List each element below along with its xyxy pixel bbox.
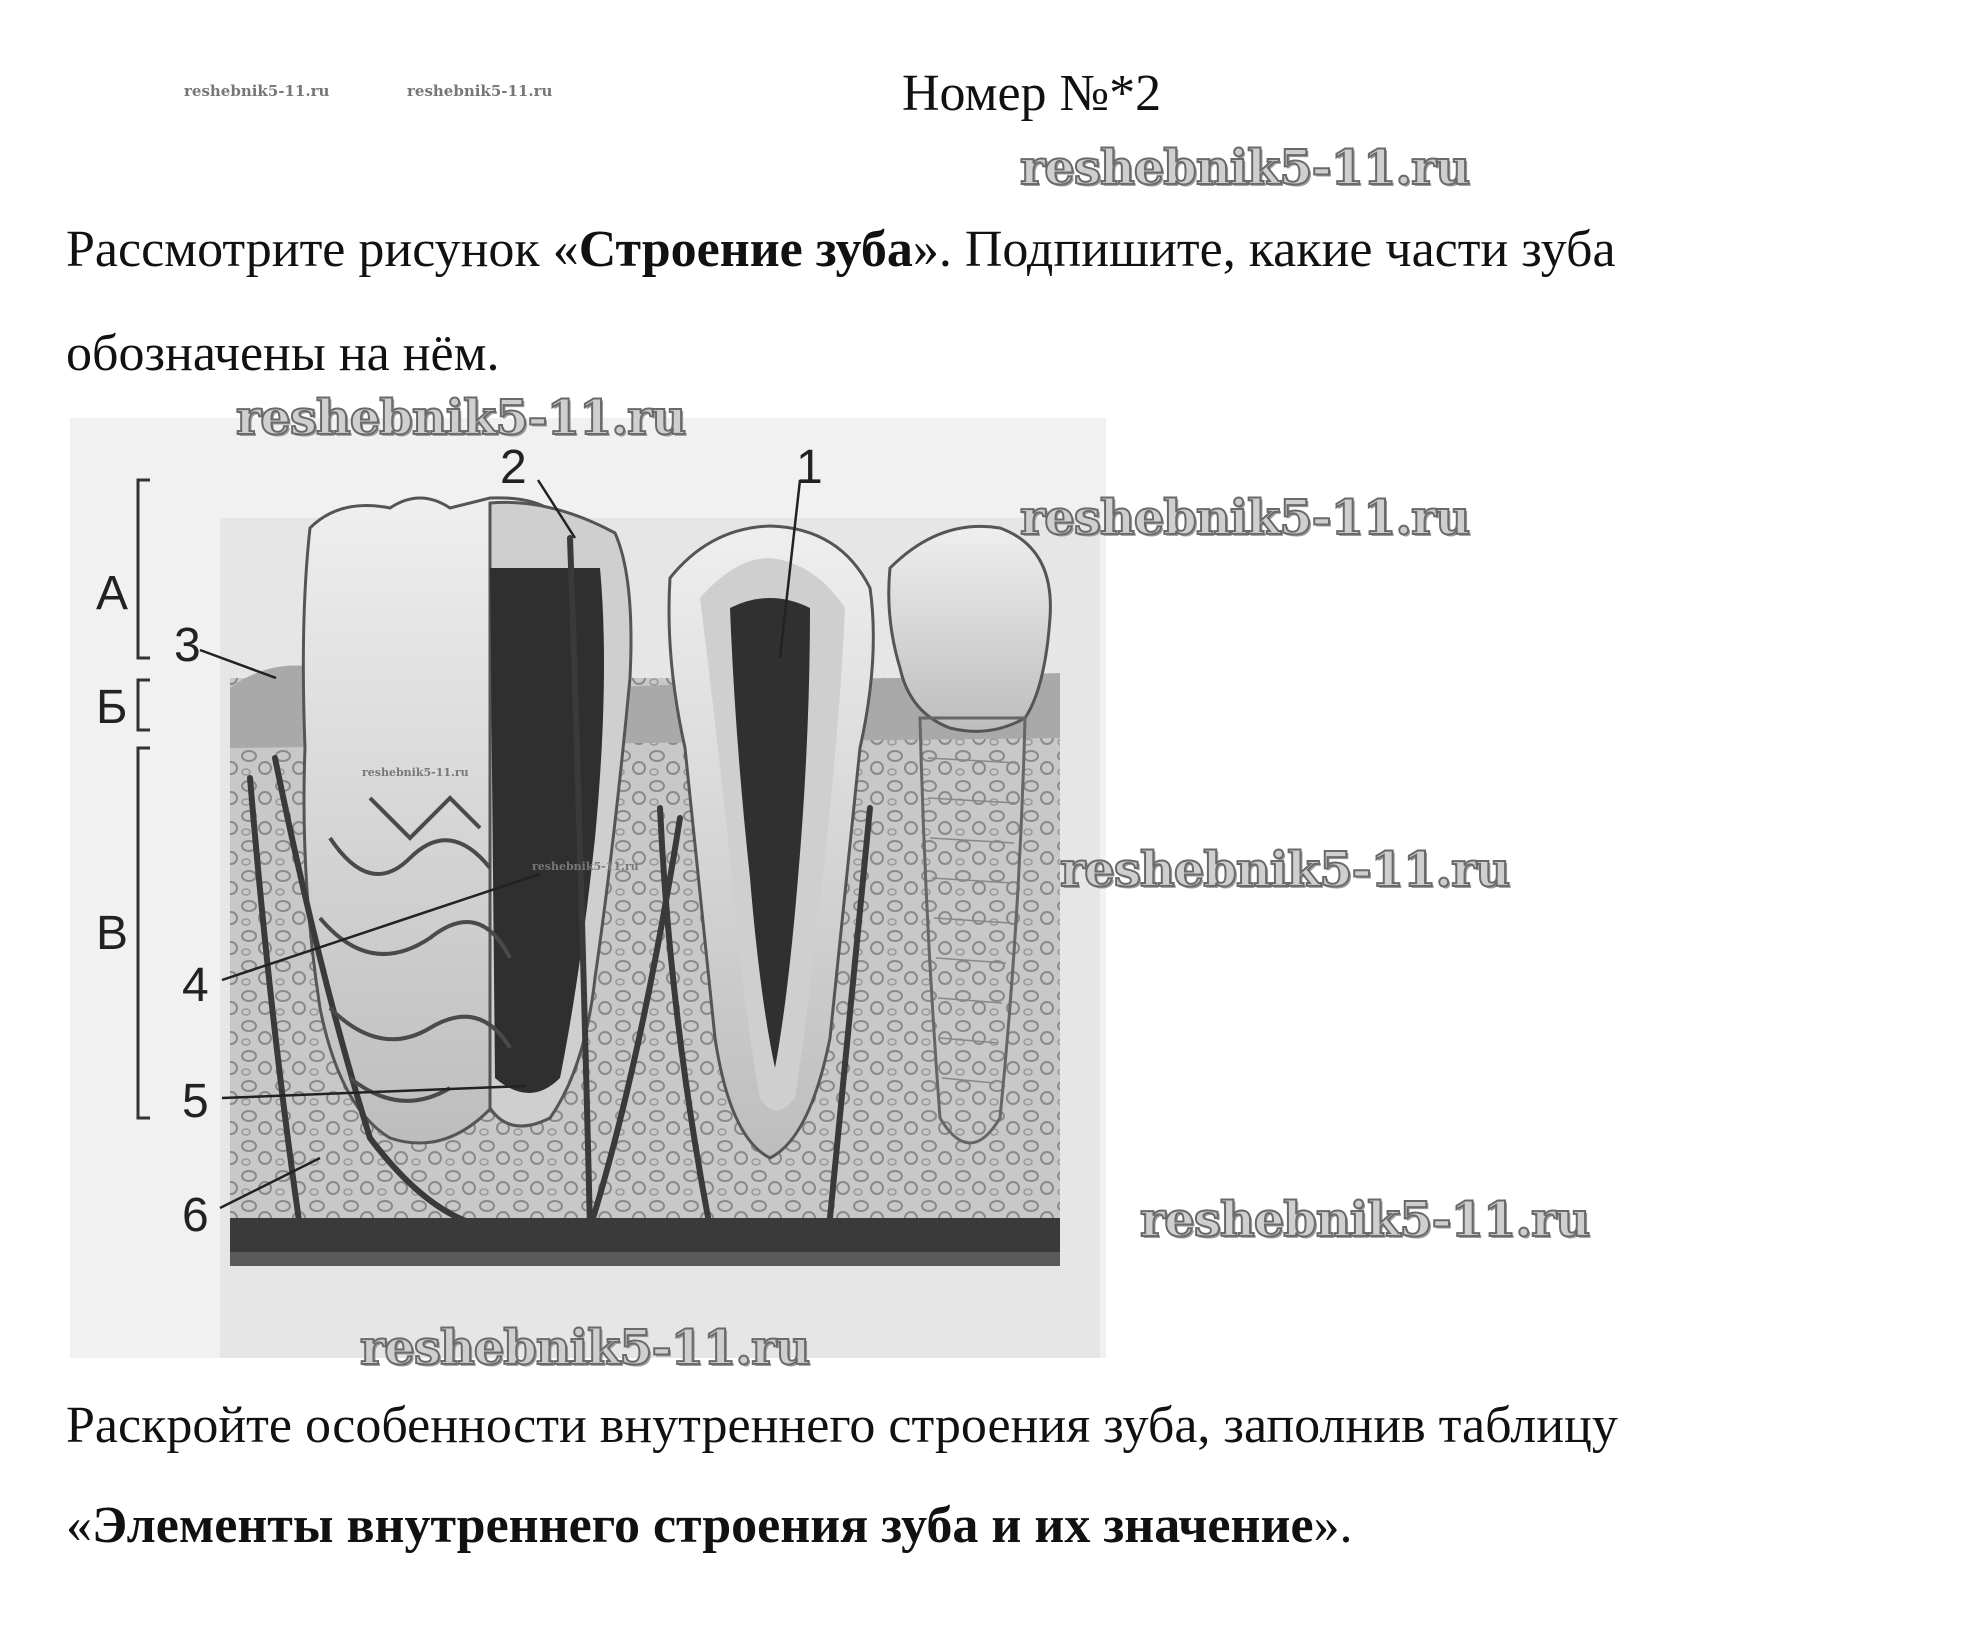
task2-line1: Раскройте особенности внутреннего строения зуба, заполнив таблицу bbox=[66, 1397, 1618, 1454]
part-number-6: 6 bbox=[182, 1189, 209, 1242]
watermark-small-1: reshebnik5-11.ru bbox=[184, 82, 330, 100]
part-number-4: 4 bbox=[182, 959, 209, 1012]
task2-line2: «Элементы внутреннего строения зуба и их значение». bbox=[66, 1497, 1353, 1554]
task1-figure-title: Строение зуба bbox=[578, 221, 913, 278]
watermark-large-5: reshebnik5-11.ru bbox=[1140, 1192, 1590, 1248]
watermark-large-2: reshebnik5-11.ru bbox=[236, 390, 686, 446]
watermark-large-4: reshebnik5-11.ru bbox=[1060, 842, 1510, 898]
watermark-tiny-1: reshebnik5-11.ru bbox=[362, 766, 469, 779]
section-label-a: А bbox=[96, 567, 129, 620]
part-number-3: 3 bbox=[174, 619, 201, 672]
page-title: Номер №*2 bbox=[902, 65, 1162, 122]
watermark-large-1: reshebnik5-11.ru bbox=[1020, 140, 1470, 196]
task2-table-title: Элементы внутреннего строения зуба и их значение bbox=[92, 1497, 1314, 1554]
part-number-2: 2 bbox=[500, 441, 527, 494]
watermark-large-6: reshebnik5-11.ru bbox=[360, 1320, 810, 1376]
watermark-small-2: reshebnik5-11.ru bbox=[407, 82, 553, 100]
tooth-structure-figure bbox=[70, 418, 1106, 1358]
watermark-tiny-2: reshebnik5-11.ru bbox=[532, 860, 639, 873]
task1-line1: Рассмотрите рисунок «Строение зуба». Подпишите, какие части зуба bbox=[66, 221, 1616, 278]
tooth-diagram-illustration bbox=[70, 418, 1106, 1358]
watermark-large-3: reshebnik5-11.ru bbox=[1020, 490, 1470, 546]
section-label-b: Б bbox=[96, 681, 128, 734]
section-label-v: В bbox=[96, 907, 129, 960]
task1-line2: обозначены на нём. bbox=[66, 325, 500, 382]
part-number-5: 5 bbox=[182, 1075, 209, 1128]
part-number-1: 1 bbox=[796, 441, 823, 494]
